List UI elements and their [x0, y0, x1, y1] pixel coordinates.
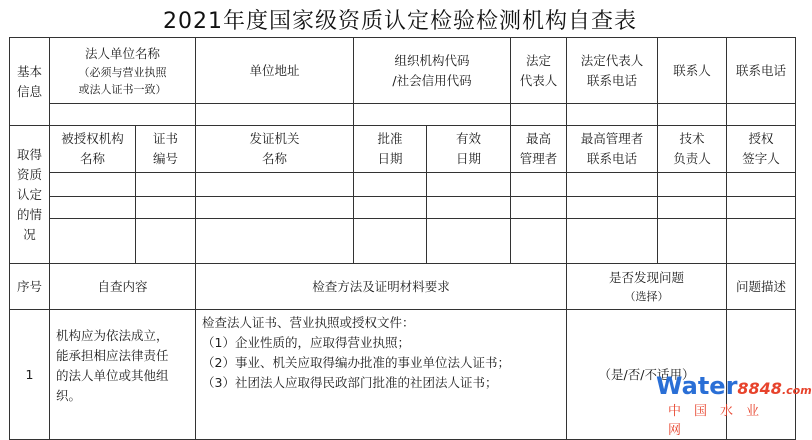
- problem-header: 问题描述: [727, 264, 796, 310]
- signatory-header: 授权 签字人: [727, 126, 796, 173]
- approval-date-field[interactable]: [354, 197, 427, 219]
- page-title: 2021年度国家级资质认定检验检测机构自查表: [163, 9, 637, 34]
- qualification-section-label: 取得 资质 认定 的情 况: [10, 126, 50, 264]
- qualification-input-row: [10, 219, 796, 264]
- no-header: 序号: [10, 264, 50, 310]
- issuer-field[interactable]: [196, 219, 354, 264]
- signatory-field[interactable]: [727, 219, 796, 264]
- org-code-header: 组织机构代码 /社会信用代码: [354, 38, 511, 104]
- cert-no-header: 证书 编号: [136, 126, 196, 173]
- tech-lead-field[interactable]: [658, 219, 727, 264]
- contact-field[interactable]: [658, 104, 727, 126]
- item-method: [196, 310, 567, 440]
- site-watermark: [656, 372, 812, 438]
- top-manager-field[interactable]: [511, 197, 567, 219]
- watermark-brand-cn: 中国水业网: [668, 404, 773, 438]
- valid-date-field[interactable]: [427, 197, 511, 219]
- method-header: 检查方法及证明材料要求: [196, 264, 567, 310]
- item-no: 1: [10, 310, 50, 440]
- entity-name-field[interactable]: [50, 104, 196, 126]
- cert-no-field[interactable]: [136, 219, 196, 264]
- method-line: （1）企业性质的，应取得营业执照；: [202, 335, 410, 350]
- basic-info-header-row: [10, 38, 796, 104]
- top-manager-phone-field[interactable]: [567, 219, 658, 264]
- issuer-header: 发证机关 名称: [196, 126, 354, 173]
- legal-rep-field[interactable]: [511, 104, 567, 126]
- method-line: （3）社团法人应取得民政部门批准的社团法人证书；: [202, 375, 498, 390]
- contact-phone-field[interactable]: [727, 104, 796, 126]
- contact-phone-header: 联系电话: [727, 38, 796, 104]
- contact-header: 联系人: [658, 38, 727, 104]
- top-manager-phone-field[interactable]: [567, 197, 658, 219]
- item-choice-select[interactable]: （是/否/不适用）: [567, 310, 727, 440]
- org-code-field[interactable]: [354, 104, 511, 126]
- authorized-org-field[interactable]: [50, 173, 136, 197]
- qualification-input-row: [10, 197, 796, 219]
- top-manager-phone-field[interactable]: [567, 173, 658, 197]
- legal-rep-phone-header: 法定代表人 联系电话: [567, 38, 658, 104]
- found-label: 是否发现问题: [608, 270, 684, 285]
- authorized-org-field[interactable]: [50, 197, 136, 219]
- check-header-row: [10, 264, 796, 310]
- signatory-field[interactable]: [727, 197, 796, 219]
- top-manager-field[interactable]: [511, 173, 567, 197]
- found-header: [567, 264, 727, 310]
- valid-date-field[interactable]: [427, 219, 511, 264]
- top-manager-field[interactable]: [511, 219, 567, 264]
- basic-info-input-row: [10, 104, 796, 126]
- cert-no-field[interactable]: [136, 197, 196, 219]
- issuer-field[interactable]: [196, 173, 354, 197]
- approval-date-field[interactable]: [354, 219, 427, 264]
- tech-lead-header: 技术 负责人: [658, 126, 727, 173]
- legal-rep-phone-field[interactable]: [567, 104, 658, 126]
- entity-name-header: [50, 38, 196, 104]
- signatory-field[interactable]: [727, 173, 796, 197]
- valid-date-header: 有效 日期: [427, 126, 511, 173]
- valid-date-field[interactable]: [427, 173, 511, 197]
- issuer-field[interactable]: [196, 197, 354, 219]
- tech-lead-field[interactable]: [658, 197, 727, 219]
- legal-rep-header: 法定 代表人: [511, 38, 567, 104]
- address-header: 单位地址: [196, 38, 354, 104]
- entity-name-label: 法人单位名称: [84, 45, 160, 61]
- content-header: 自查内容: [50, 264, 196, 310]
- authorized-org-field[interactable]: [50, 219, 136, 264]
- authorized-org-header: 被授权机构 名称: [50, 126, 136, 173]
- top-manager-header: 最高 管理者: [511, 126, 567, 173]
- approval-date-header: 批准 日期: [354, 126, 427, 173]
- qualification-input-row: [10, 173, 796, 197]
- address-field[interactable]: [196, 104, 354, 126]
- tech-lead-field[interactable]: [658, 173, 727, 197]
- found-note: （选择）: [624, 290, 669, 303]
- qualification-header-row: [10, 126, 796, 173]
- item-content: 机构应为依法成立， 能承担相应法律责任 的法人单位或其他组 织。: [50, 310, 196, 440]
- watermark-brand-number: 8848: [737, 379, 782, 398]
- top-manager-phone-header: 最高管理者 联系电话: [567, 126, 658, 173]
- entity-name-note: （必须与营业执照 或法人证书一致）: [78, 65, 167, 96]
- method-line: （2）事业、机关应取得编办批准的事业单位法人证书；: [202, 355, 510, 370]
- approval-date-field[interactable]: [354, 173, 427, 197]
- cert-no-field[interactable]: [136, 173, 196, 197]
- basic-info-section-label: 基本 信息: [10, 38, 50, 126]
- watermark-brand-suffix: .com: [781, 384, 812, 397]
- method-line: 检查法人证书、营业执照或授权文件：: [202, 315, 415, 330]
- watermark-brand-word: Water: [656, 372, 738, 400]
